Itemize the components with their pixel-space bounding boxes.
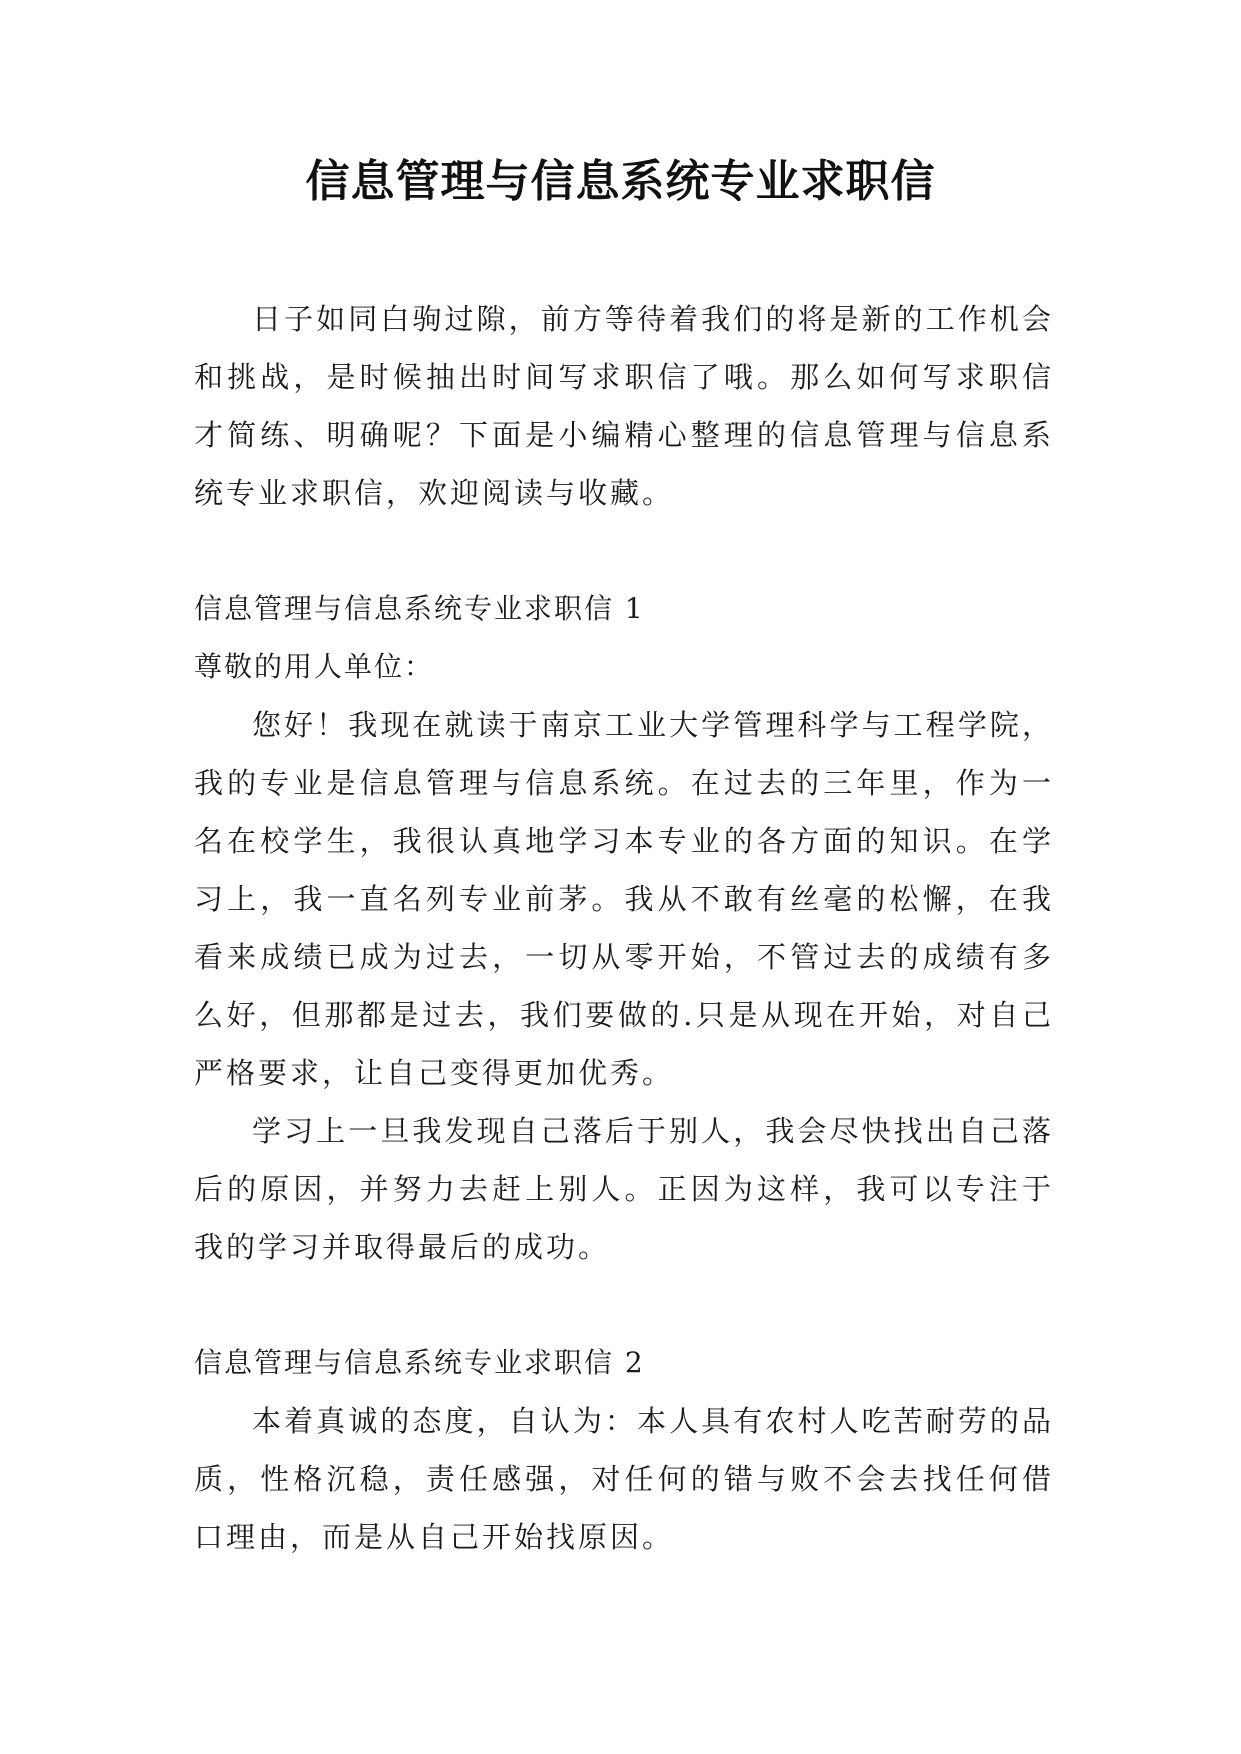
intro-paragraph: 日子如同白驹过隙，前方等待着我们的将是新的工作机会和挑战，是时候抽出时间写求职信了哦。那么如何写求职信才简练、明确呢？下面是小编精心整理的信息管理与信息系统专业求职信，欢迎阅读与收藏。 (194, 302, 1054, 510)
letter-1-heading: 信息管理与信息系统专业求职信 1 (194, 592, 645, 625)
document-body (194, 290, 1054, 1566)
document-title: 信息管理与信息系统专业求职信 (305, 156, 936, 207)
letter-1-paragraph-1: 您好！我现在就读于南京工业大学管理科学与工程学院，我的专业是信息管理与信息系统。在过去的三年里，作为一名在校学生，我很认真地学习本专业的各方面的知识。在学习上，我一直名列专业前茅。我从不敢有丝毫的松懈，在我看来成绩已成为过去，一切从零开始，不管过去的成绩有多么好，但那都是过去，我们要做的.只是从现在开始，对自己严格要求，让自己变得更加优秀。 (194, 708, 1054, 1090)
letter-1-salutation: 尊敬的用人单位： (194, 650, 435, 683)
letter-2-heading: 信息管理与信息系统专业求职信 2 (194, 1346, 645, 1379)
letter-1-paragraph-2: 学习上一旦我发现自己落后于别人，我会尽快找出自己落后的原因，并努力去赶上别人。正因为这样，我可以专注于我的学习并取得最后的成功。 (194, 1114, 1054, 1264)
section-spacer (194, 522, 1054, 580)
letter-2-paragraph-1: 本着真诚的态度，自认为：本人具有农村人吃苦耐劳的品质，性格沉稳，责任感强，对任何的错与败不会去找任何借口理由，而是从自己开始找原因。 (194, 1404, 1054, 1554)
section-spacer (194, 1276, 1054, 1334)
